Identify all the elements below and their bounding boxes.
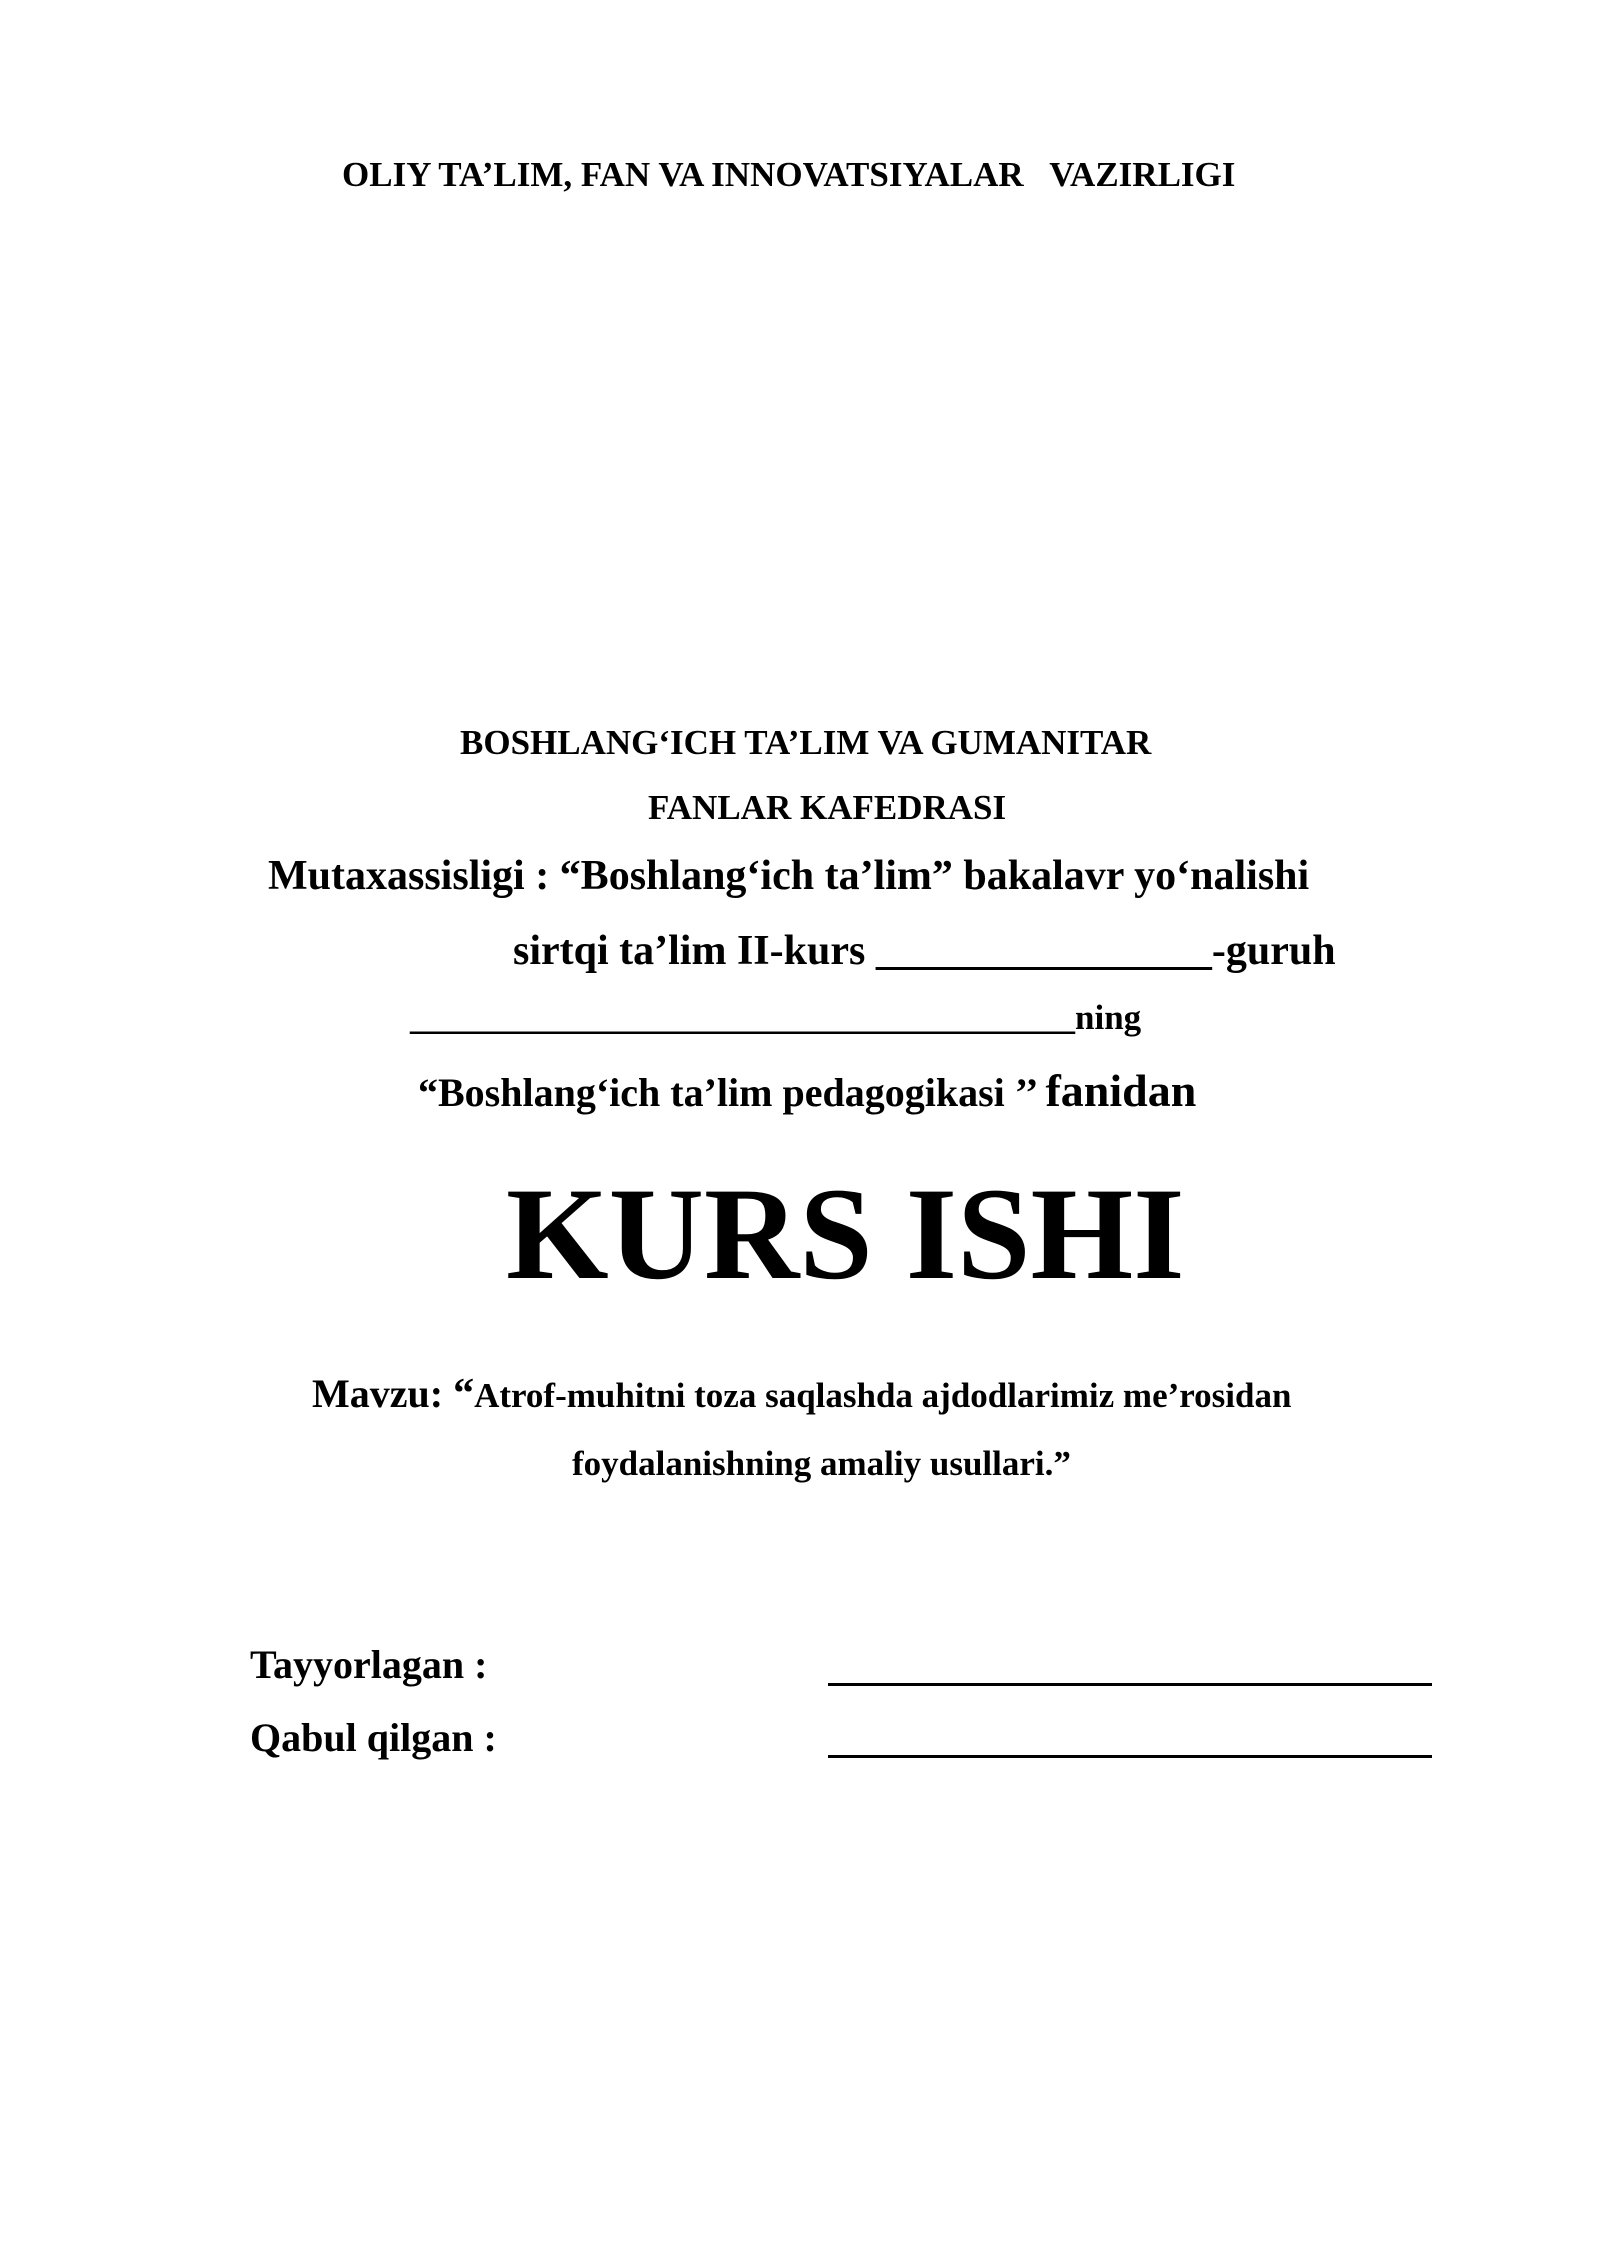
topic-line-2: foydalanishning amaliy usullari.” xyxy=(572,1444,1071,1483)
subject-name: “Boshlang‘ich ta’lim pedagogikasi ’’ xyxy=(418,1070,1046,1115)
topic-line-1 xyxy=(312,1373,1291,1415)
topic-label: Mavzu: xyxy=(312,1371,454,1416)
subject-line xyxy=(418,1065,1197,1116)
prepared-by-signature-line xyxy=(828,1683,1432,1686)
topic-open-quote: “ xyxy=(453,1371,475,1417)
topic-text-1: Atrof-muhitni toza saqlashda ajdodlarimiz me’rosidan xyxy=(474,1376,1292,1415)
prepared-by-label: Tayyorlagan : xyxy=(250,1642,488,1687)
department-line-2: FANLAR KAFEDRASI xyxy=(648,788,1007,827)
group-line: sirtqi ta’lim II-kurs ________________-guruh xyxy=(513,928,1336,974)
subject-suffix: fanidan xyxy=(1045,1065,1197,1116)
student-name-line: ______________________________________ning xyxy=(410,998,1142,1037)
department-line-1: BOSHLANG‘ICH TA’LIM VA GUMANITAR xyxy=(460,723,1152,762)
ministry-heading: OLIY TA’LIM, FAN VA INNOVATSIYALAR VAZIRLIGI xyxy=(342,155,1236,194)
specialty-line: Mutaxassisligi : “Boshlang‘ich ta’lim” bakalavr yo‘nalishi xyxy=(268,853,1310,899)
accepted-by-label: Qabul qilgan : xyxy=(250,1715,497,1760)
accepted-by-signature-line xyxy=(828,1755,1432,1758)
document-title: KURS ISHI xyxy=(506,1160,1185,1307)
